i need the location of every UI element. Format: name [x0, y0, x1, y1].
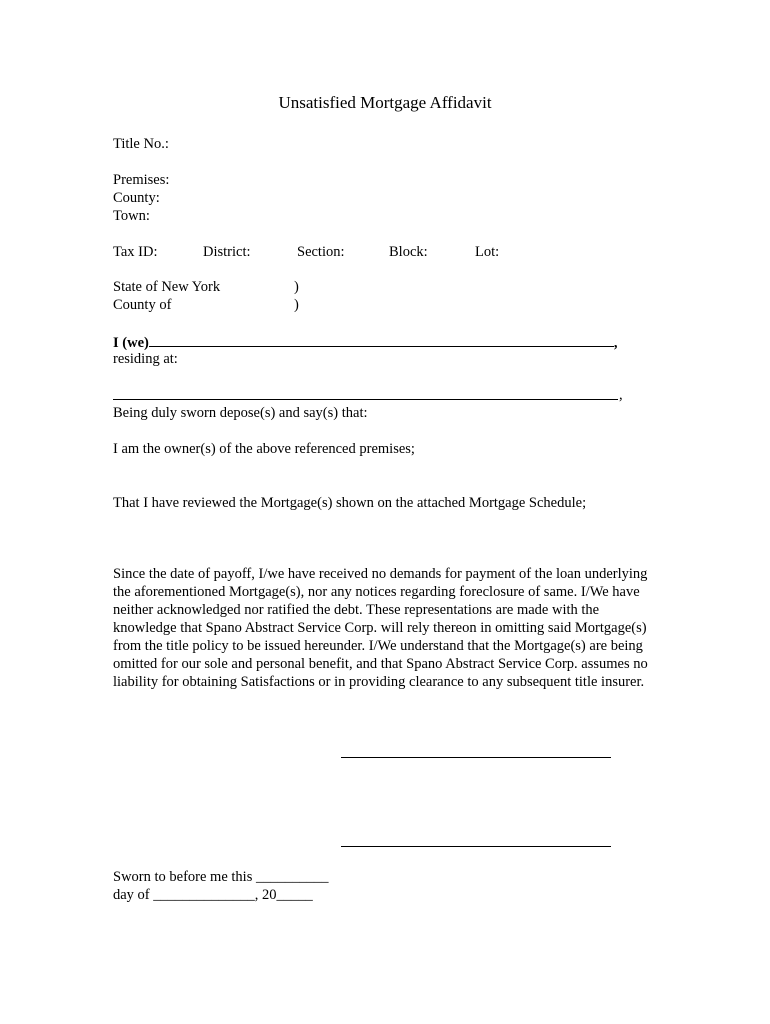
venue-paren-2: ) — [294, 297, 299, 313]
reviewed-statement: That I have reviewed the Mortgage(s) shown on the attached Mortgage Schedule; — [113, 495, 587, 511]
town-label: Town: — [113, 208, 150, 224]
district-label: District: — [203, 244, 251, 260]
block-label: Block: — [389, 244, 428, 260]
i-we-row — [113, 332, 617, 352]
premises-label: Premises: — [113, 172, 170, 188]
sworn-line-1: Sworn to before me this __________ — [113, 869, 329, 885]
i-we-label: I (we) — [113, 335, 149, 351]
address-comma: , — [619, 387, 623, 403]
owner-statement: I am the owner(s) of the above referenced premises; — [113, 441, 415, 457]
signature-line-2 — [341, 846, 611, 847]
tax-id-label: Tax ID: — [113, 244, 158, 260]
address-blank-line — [113, 399, 618, 400]
venue-state: State of New York — [113, 279, 221, 295]
name-comma: , — [613, 335, 618, 351]
section-label: Section: — [297, 244, 345, 260]
county-label: County: — [113, 190, 160, 206]
payoff-paragraph: Since the date of payoff, I/we have received no demands for payment of the loan underlying the aforementioned Mortgage(s), nor any notices regarding foreclosure of same. I/We have neither acknowledged nor ratified the debt. These representations are made with the knowledge that Spano Abstract Service Corp. will rely thereon in omitting said Mortgage(s) from the title policy to be issued hereunder. I/We understand that the Mortgage(s) are being omitted for our sole and personal benefit, and that Spano Abstract Service Corp. assumes no liability for obtaining Satisfactions or in providing clearance to any subsequent title insurer. — [113, 566, 648, 690]
signature-line-1 — [341, 757, 611, 758]
lot-label: Lot: — [475, 244, 500, 260]
title-no-label: Title No.: — [113, 136, 169, 152]
venue-paren-1: ) — [294, 279, 299, 295]
sworn-depose-statement: Being duly sworn depose(s) and say(s) that: — [113, 405, 368, 421]
venue-county: County of — [113, 297, 172, 313]
document-title: Unsatisfied Mortgage Affidavit — [278, 93, 492, 112]
sworn-line-2: day of ______________, 20_____ — [113, 887, 313, 903]
name-blank-line — [149, 332, 614, 347]
residing-at-label: residing at: — [113, 351, 178, 367]
